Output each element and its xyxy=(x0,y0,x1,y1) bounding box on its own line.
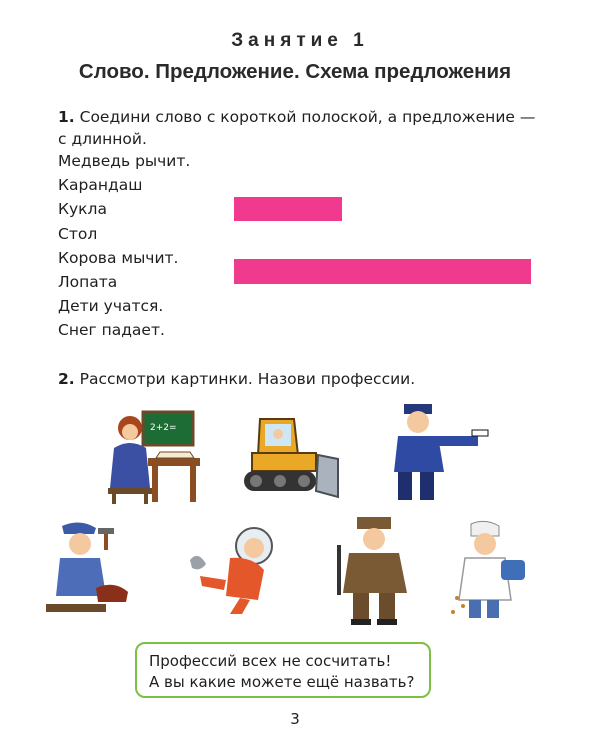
task2-text: Рассмотри картинки. Назови профессии. xyxy=(79,370,416,388)
speech-box xyxy=(135,642,431,698)
svg-text:2+2=: 2+2= xyxy=(150,423,177,433)
word-item: Дети учатся. xyxy=(58,297,164,316)
shoemaker-picture xyxy=(40,518,140,618)
task2-instruction xyxy=(58,368,538,390)
speech-line-2: А вы какие можете ещё назвать? xyxy=(149,673,415,691)
task1-instruction xyxy=(58,106,538,150)
word-item: Карандаш xyxy=(58,176,143,195)
word-item: Снег падает. xyxy=(58,321,165,340)
word-item: Стол xyxy=(58,224,98,243)
lesson-label: Занятие 1 xyxy=(231,30,369,51)
word-item: Медведь рычит. xyxy=(58,152,191,170)
word-item: Корова мычит. xyxy=(58,248,179,267)
page-number: 3 xyxy=(290,710,300,728)
bulldozer-picture xyxy=(238,415,343,500)
long-bar[interactable] xyxy=(234,259,531,284)
cosmonaut-picture xyxy=(180,520,290,616)
speech-line-1: Профессий всех не сосчитать! xyxy=(149,652,392,670)
soldier-picture xyxy=(335,515,415,627)
word-item: Кукла xyxy=(58,200,107,219)
short-bar[interactable] xyxy=(234,197,342,221)
poultry-farmer-picture xyxy=(445,518,535,622)
task1-text: Соедини слово с короткой полоской, а предложение — с длинной. xyxy=(58,108,536,148)
traffic-police-picture xyxy=(380,400,492,504)
word-list xyxy=(58,150,190,344)
word-item: Лопата xyxy=(58,272,118,291)
task1-number: 1. xyxy=(58,108,75,126)
task2-number: 2. xyxy=(58,370,75,388)
teacher-picture xyxy=(100,408,205,506)
lesson-title: Слово. Предложение. Схема предложения xyxy=(78,60,512,83)
